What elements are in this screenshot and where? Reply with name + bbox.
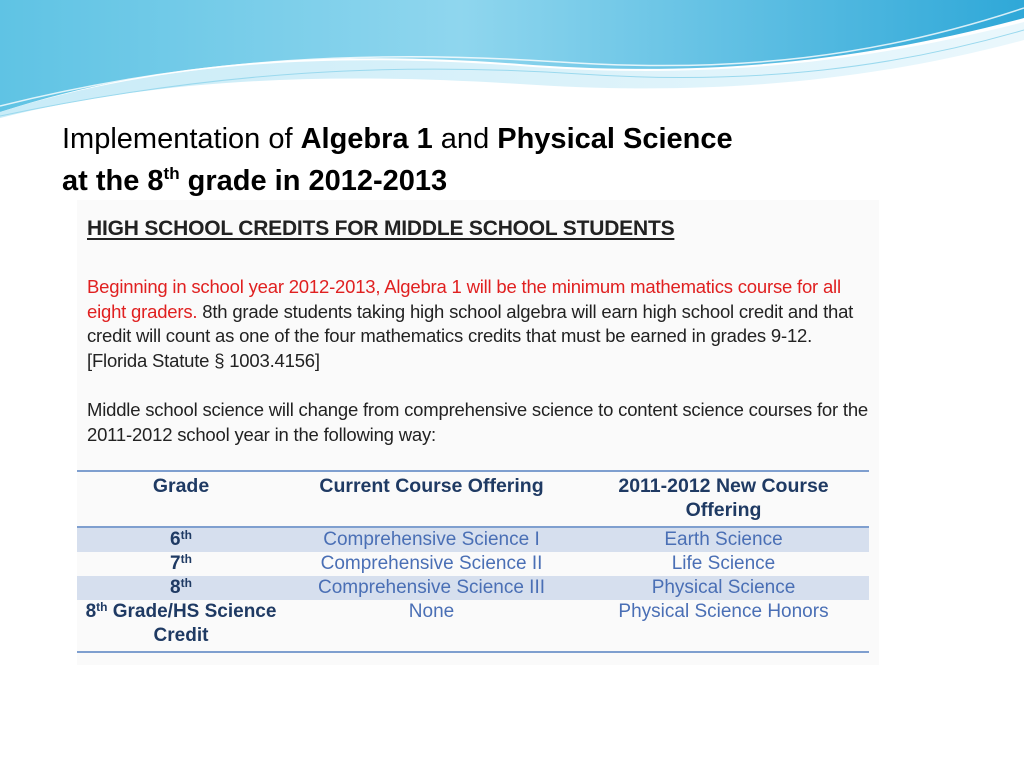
title-text-bold: at the 8 xyxy=(62,165,164,197)
new-course-cell: Earth Science xyxy=(578,527,869,552)
new-course-cell: Physical Science Honors xyxy=(578,600,869,652)
current-course-cell: Comprehensive Science III xyxy=(285,576,578,600)
grade-cell: 8th xyxy=(77,576,285,600)
title-text: Implementation of xyxy=(62,123,301,155)
title-superscript: th xyxy=(163,164,180,183)
grade-cell: 7th xyxy=(170,552,192,574)
science-paragraph: Middle school science will change from comprehensive science to content science courses for the 2011-2012 school year in the following way: xyxy=(87,399,869,445)
current-course-cell: Comprehensive Science II xyxy=(320,553,543,574)
slide-title xyxy=(62,118,942,202)
title-physical-science: Physical Science xyxy=(497,123,733,155)
new-course-cell: Life Science xyxy=(671,553,776,574)
excerpt-heading: HIGH SCHOOL CREDITS FOR MIDDLE SCHOOL STUDENTS xyxy=(87,217,675,240)
column-header-grade: Grade xyxy=(77,471,285,527)
column-header-current: Current Course Offering xyxy=(285,471,578,527)
table-row xyxy=(77,527,869,552)
grade-cell: 8th Grade/HS Science Credit xyxy=(77,600,285,652)
document-excerpt xyxy=(77,200,879,665)
current-course-cell: Comprehensive Science I xyxy=(285,527,578,552)
table-row xyxy=(77,552,869,576)
decorative-wave-banner xyxy=(0,0,1024,120)
paragraph-text: 8th grade students taking high school algebra will earn high school credit and that credit will count as one of the four mathematics credits that must be earned in grades 9-12. [Florida Statute § 1003.4156] xyxy=(87,300,854,371)
title-text: and xyxy=(432,123,498,155)
course-offering-table xyxy=(77,470,869,653)
column-header-new: 2011-2012 New Course Offering xyxy=(578,471,869,527)
new-course-cell: Physical Science xyxy=(578,576,869,600)
current-course-cell: None xyxy=(285,600,578,652)
title-algebra-1: Algebra 1 xyxy=(300,123,433,155)
table-row xyxy=(77,600,869,652)
grade-cell: 6th xyxy=(77,527,285,552)
table-header-row xyxy=(77,471,869,527)
title-text-bold: grade in 2012-2013 xyxy=(179,165,448,197)
slide-title-line-1 xyxy=(62,118,942,160)
table-row xyxy=(77,576,869,600)
algebra-paragraph xyxy=(87,275,877,373)
slide-title-line-2 xyxy=(62,160,942,202)
red-highlight-text: Beginning in school year 2012-2013, Algebra 1 will be the minimum mathematics course for all eight graders. xyxy=(87,276,841,322)
